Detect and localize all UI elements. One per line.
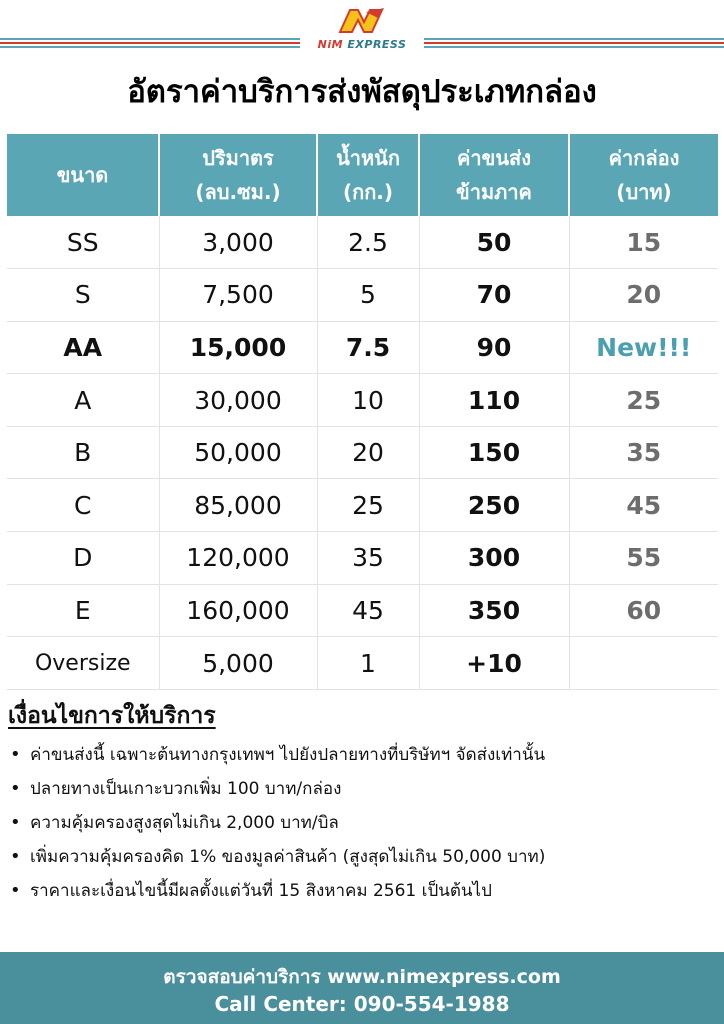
page-title: อัตราค่าบริการส่งพัสดุประเภทกล่อง: [127, 74, 597, 110]
list-item: • ค่าขนส่งนี้ เฉพาะต้นทางกรุงเทพฯ ไปยังปลายทางที่บริษัทฯ จัดส่งเท่านั้น: [8, 738, 718, 772]
cell-price: 50: [419, 216, 569, 269]
cell-weight: 7.5: [317, 321, 419, 374]
table-row: [7, 426, 718, 479]
cell-weight: 35: [317, 532, 419, 585]
cell-box-price: 55: [569, 532, 718, 585]
table-row: [7, 532, 718, 585]
cell-size: C: [7, 479, 159, 532]
cell-box-price: 45: [569, 479, 718, 532]
cell-volume: 120,000: [159, 532, 317, 585]
cell-volume: 5,000: [159, 637, 317, 690]
conditions-title: เงื่อนไขการให้บริการ: [8, 703, 216, 729]
cell-size: B: [7, 426, 159, 479]
cell-volume: 85,000: [159, 479, 317, 532]
table-row: [7, 584, 718, 637]
cell-size: SS: [7, 216, 159, 269]
header-box-price: ค่ากล่อง (บาท): [569, 134, 718, 216]
list-item: • ราคาและเงื่อนไขนี้มีผลตั้งแต่วันที่ 15 สิงหาคม 2561 เป็นต้นไป: [8, 874, 718, 908]
conditions-list: [8, 738, 718, 908]
cell-box-price: 35: [569, 426, 718, 479]
cell-box-price: 20: [569, 269, 718, 322]
cell-weight: 1: [317, 637, 419, 690]
cell-weight: 25: [317, 479, 419, 532]
list-item: • เพิ่มความคุ้มครองคิด 1% ของมูลค่าสินค้า (สูงสุดไม่เกิน 50,000 บาท): [8, 840, 718, 874]
cell-box-price: 25: [569, 374, 718, 427]
cell-box-price: [569, 637, 718, 690]
header: [0, 0, 724, 58]
nim-logo-icon: [336, 6, 388, 38]
cell-size: A: [7, 374, 159, 427]
header-shipping-price: ค่าขนส่ง ข้ามภาค: [419, 134, 569, 216]
cell-price: 90: [419, 321, 569, 374]
rate-table: [7, 134, 718, 690]
header-size: ขนาด: [7, 134, 159, 216]
cell-weight: 2.5: [317, 216, 419, 269]
cell-box-price: 15: [569, 216, 718, 269]
header-volume: ปริมาตร (ลบ.ซม.): [159, 134, 317, 216]
cell-size: D: [7, 532, 159, 585]
cell-weight: 10: [317, 374, 419, 427]
table-row: [7, 637, 718, 690]
cell-size: Oversize: [7, 637, 159, 690]
cell-weight: 5: [317, 269, 419, 322]
list-item: • ปลายทางเป็นเกาะบวกเพิ่ม 100 บาท/กล่อง: [8, 772, 718, 806]
footer: [0, 952, 724, 1024]
cell-volume: 15,000: [159, 321, 317, 374]
cell-volume: 3,000: [159, 216, 317, 269]
table-row: [7, 479, 718, 532]
table-row: [7, 216, 718, 269]
footer-website: ตรวจสอบค่าบริการ www.nimexpress.com: [163, 966, 561, 988]
cell-price: 300: [419, 532, 569, 585]
cell-price: +10: [419, 637, 569, 690]
cell-weight: 20: [317, 426, 419, 479]
table-row: [7, 269, 718, 322]
table-row: [7, 321, 718, 374]
header-weight: น้ำหนัก (กก.): [317, 134, 419, 216]
cell-volume: 50,000: [159, 426, 317, 479]
logo-text: NiM EXPRESS: [317, 38, 407, 51]
cell-price: 110: [419, 374, 569, 427]
footer-call-center: Call Center: 090-554-1988: [214, 992, 510, 1016]
cell-box-price: 60: [569, 584, 718, 637]
cell-price: 70: [419, 269, 569, 322]
cell-size: E: [7, 584, 159, 637]
cell-weight: 45: [317, 584, 419, 637]
cell-size: AA: [7, 321, 159, 374]
cell-size: S: [7, 269, 159, 322]
cell-volume: 30,000: [159, 374, 317, 427]
cell-box-price-new-badge: New!!!: [569, 321, 718, 374]
cell-volume: 7,500: [159, 269, 317, 322]
nim-express-logo: [300, 4, 424, 52]
table-row: [7, 374, 718, 427]
cell-price: 250: [419, 479, 569, 532]
list-item: • ความคุ้มครองสูงสุดไม่เกิน 2,000 บาท/บิล: [8, 806, 718, 840]
cell-volume: 160,000: [159, 584, 317, 637]
table-header-row: [7, 134, 718, 216]
cell-price: 350: [419, 584, 569, 637]
cell-price: 150: [419, 426, 569, 479]
